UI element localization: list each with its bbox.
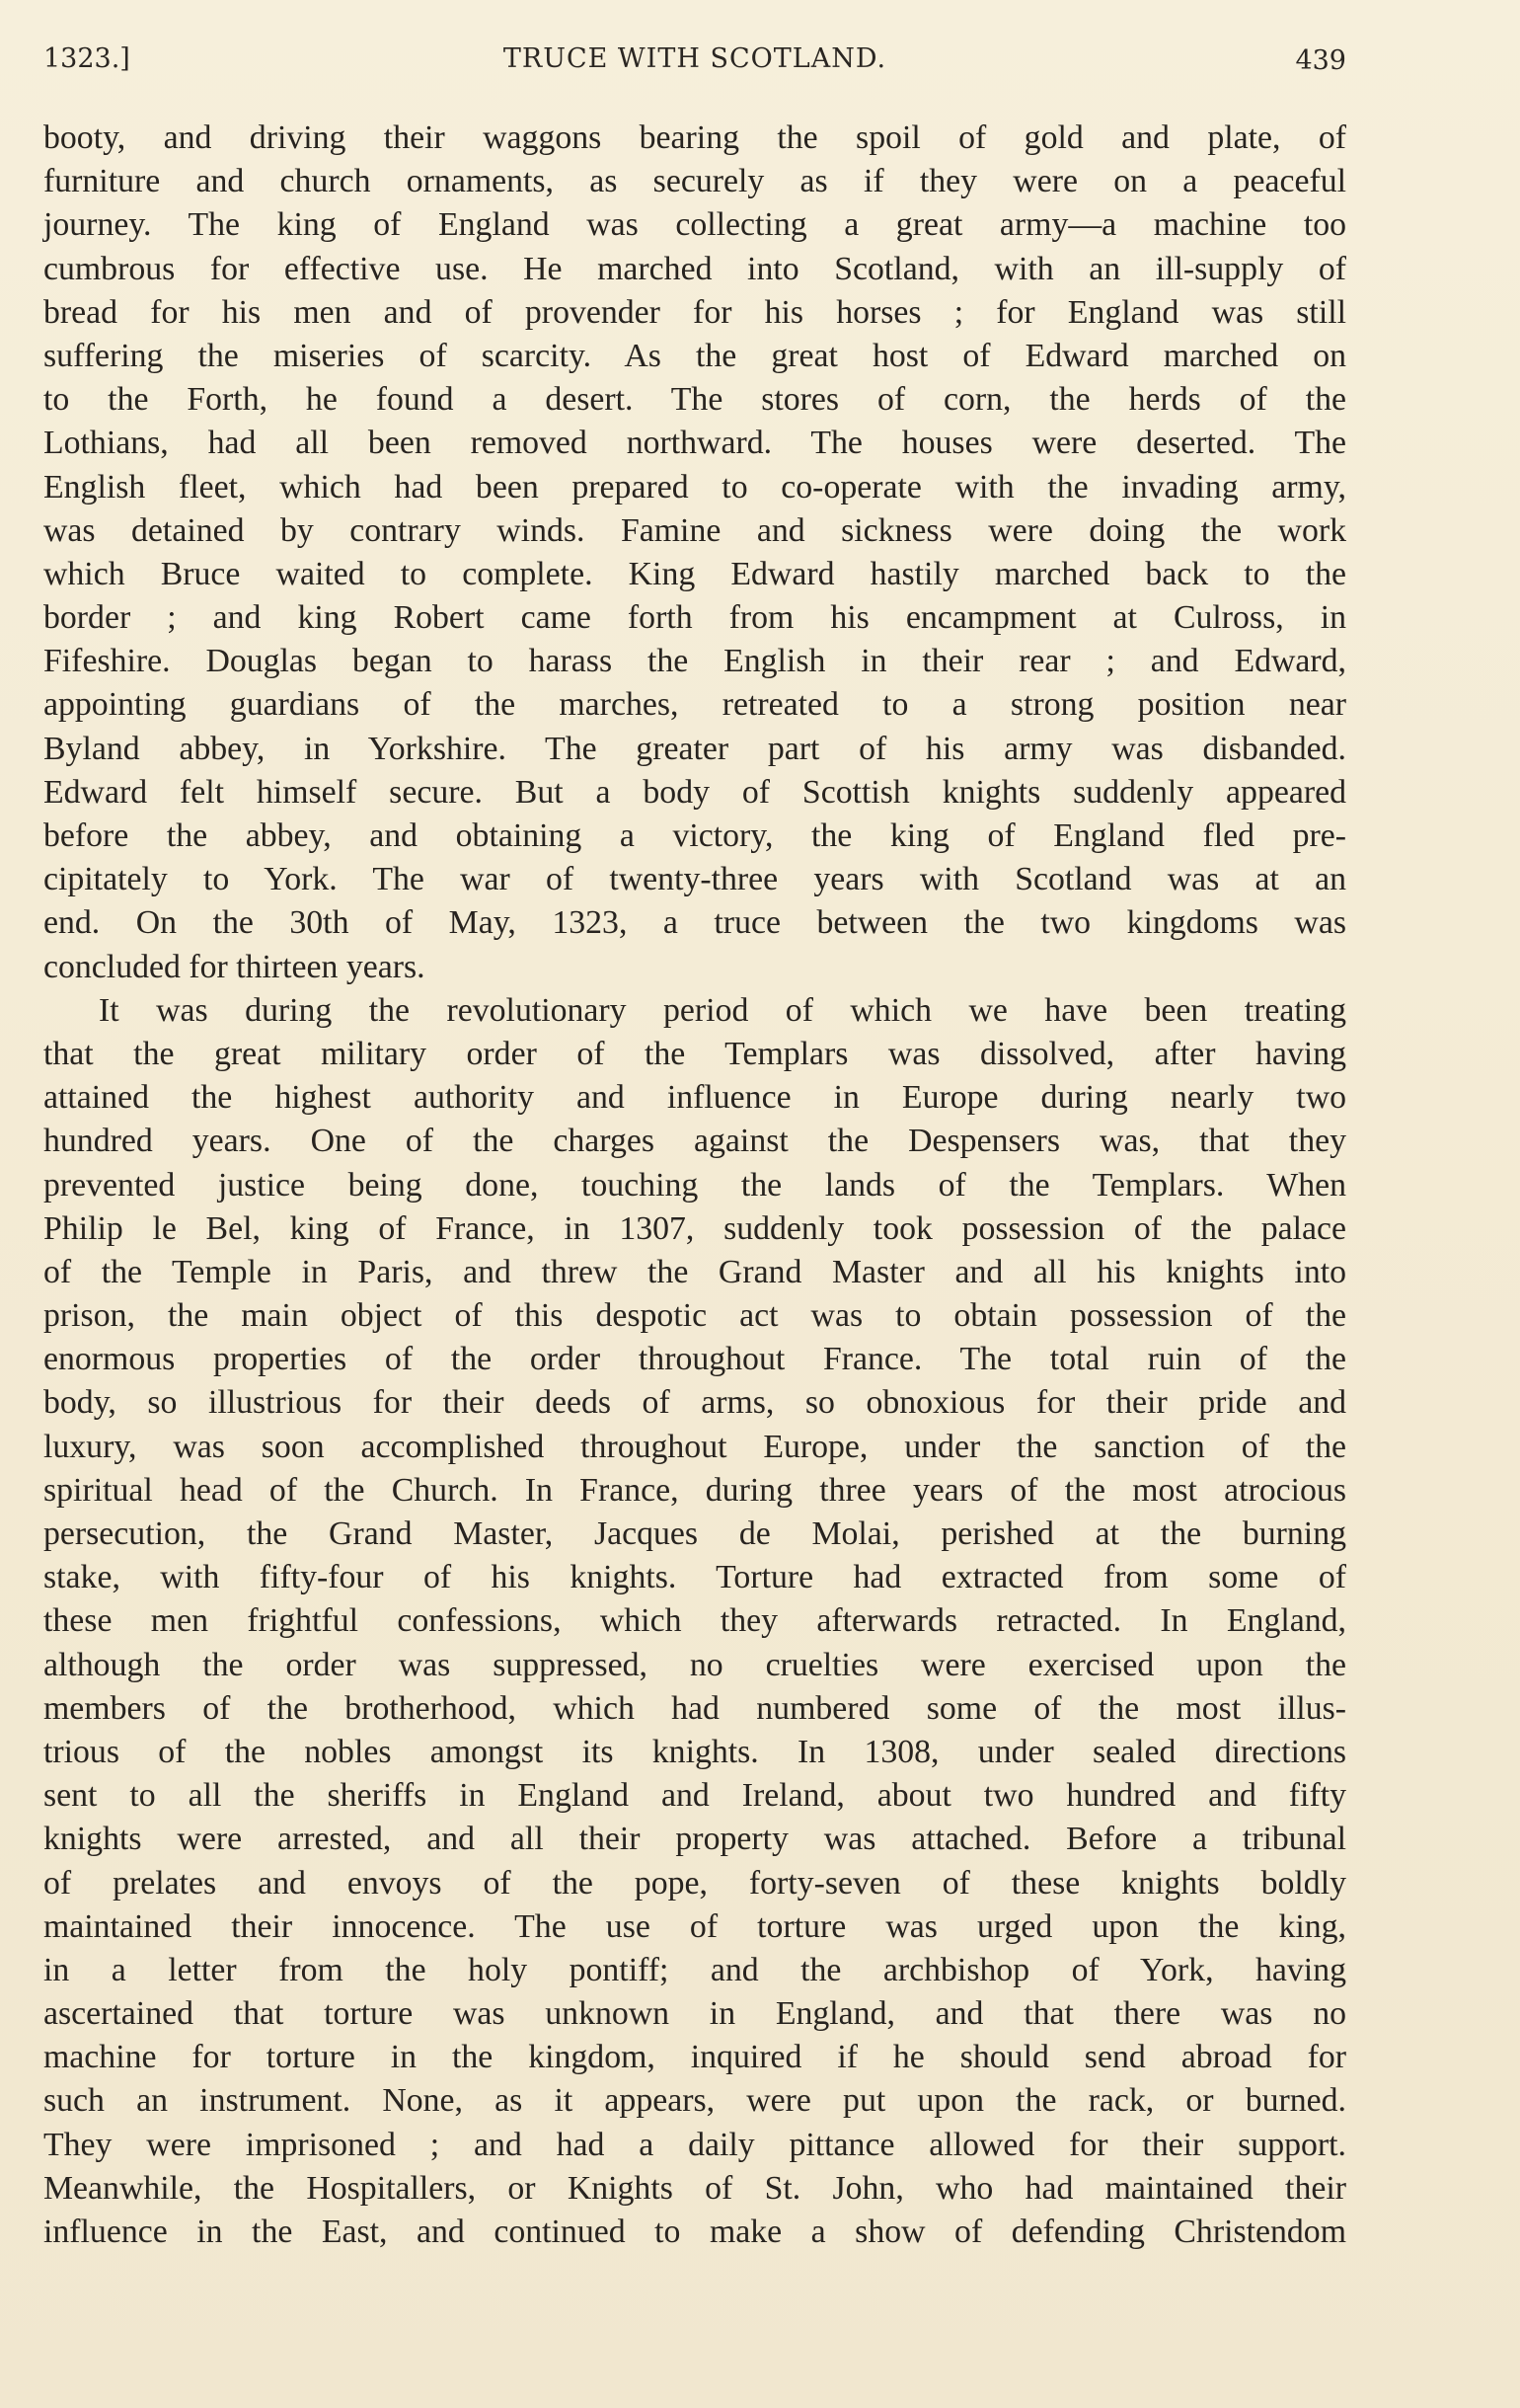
text-line: that the great military order of the Templars was dissolved, after having: [43, 1035, 1346, 1072]
text-line: end. On the 30th of May, 1323, a truce between the two kingdoms was: [43, 904, 1346, 942]
text-line: although the order was suppressed, no cruelties were exercised upon the: [43, 1646, 1346, 1683]
text-line: members of the brotherhood, which had numbered some of the most illus-: [43, 1689, 1346, 1727]
text-line: furniture and church ornaments, as securely as if they were on a peaceful: [43, 163, 1346, 200]
text-line: before the abbey, and obtaining a victory, the king of England fled pre-: [43, 817, 1346, 854]
text-line: to the Forth, he found a desert. The stores of corn, the herds of the: [43, 381, 1346, 419]
text-line: of the Temple in Paris, and threw the Grand Master and all his knights into: [43, 1253, 1346, 1290]
header-title: TRUCE WITH SCOTLAND.: [502, 43, 887, 74]
text-line: appointing guardians of the marches, retreated to a strong position near: [43, 686, 1346, 724]
text-line: spiritual head of the Church. In France, during three years of the most atrocious: [43, 1471, 1346, 1509]
text-line: booty, and driving their waggons bearing the spoil of gold and plate, of: [43, 119, 1346, 156]
body-text: [43, 117, 1346, 2254]
text-line: It was during the revolutionary period of which we have been treating: [99, 991, 1346, 1029]
running-header: [43, 43, 1346, 83]
text-line: attained the highest authority and influence in Europe during nearly two: [43, 1079, 1346, 1117]
text-line: hundred years. One of the charges against the Despensers was, that they: [43, 1123, 1346, 1160]
text-line: cumbrous for effective use. He marched into Scotland, with an ill-supply of: [43, 250, 1346, 287]
text-line: sent to all the sheriffs in England and Ireland, about two hundred and fifty: [43, 1777, 1346, 1815]
text-line: machine for torture in the kingdom, inquired if he should send abroad for: [43, 2039, 1346, 2076]
text-line: They were imprisoned ; and had a daily pittance allowed for their support.: [43, 2126, 1346, 2163]
text-line: bread for his men and of provender for his horses ; for England was still: [43, 293, 1346, 331]
text-line: cipitately to York. The war of twenty-three years with Scotland was at an: [43, 861, 1346, 898]
paragraph: [43, 117, 1346, 989]
text-line: journey. The king of England was collecting a great army—a machine too: [43, 206, 1346, 244]
text-line: which Bruce waited to complete. King Edward hastily marched back to the: [43, 555, 1346, 592]
header-year: 1323.]: [43, 43, 130, 74]
text-line: suffering the miseries of scarcity. As the great host of Edward marched on: [43, 337, 1346, 374]
text-line: was detained by contrary winds. Famine and sickness were doing the work: [43, 511, 1346, 549]
text-line: influence in the East, and continued to make a show of defending Christendom: [43, 2214, 1346, 2250]
text-line: Fifeshire. Douglas began to harass the English in their rear ; and Edward,: [43, 643, 1346, 680]
text-line: ascertained that torture was unknown in England, and that there was no: [43, 1995, 1346, 2033]
text-line: persecution, the Grand Master, Jacques de Molai, perished at the burning: [43, 1515, 1346, 1552]
text-line: luxury, was soon accomplished throughout Europe, under the sanction of the: [43, 1428, 1346, 1465]
text-line: prison, the main object of this despotic act was to obtain possession of the: [43, 1297, 1346, 1335]
text-line: Lothians, had all been removed northward. The houses were deserted. The: [43, 425, 1346, 462]
text-line: trious of the nobles amongst its knights. In 1308, under sealed directions: [43, 1733, 1346, 1770]
text-line: of prelates and envoys of the pope, forty-seven of these knights boldly: [43, 1864, 1346, 1902]
text-line: Philip le Bel, king of France, in 1307, suddenly took possession of the palace: [43, 1209, 1346, 1247]
text-line: knights were arrested, and all their property was attached. Before a tribunal: [43, 1821, 1346, 1858]
text-line: Edward felt himself secure. But a body of Scottish knights suddenly appeared: [43, 773, 1346, 811]
text-line: these men frightful confessions, which they afterwards retracted. In England,: [43, 1602, 1346, 1640]
text-line: body, so illustrious for their deeds of arms, so obnoxious for their pride and: [43, 1384, 1346, 1422]
text-line: enormous properties of the order throughout France. The total ruin of the: [43, 1341, 1346, 1378]
text-line: English fleet, which had been prepared to co-operate with the invading army,: [43, 468, 1346, 505]
text-line: concluded for thirteen years.: [43, 948, 425, 985]
text-line: in a letter from the holy pontiff; and the archbishop of York, having: [43, 1951, 1346, 1988]
paragraph: [43, 989, 1346, 2254]
text-line: Meanwhile, the Hospitallers, or Knights of St. John, who had maintained their: [43, 2169, 1346, 2207]
text-line: stake, with fifty-four of his knights. Torture had extracted from some of: [43, 1559, 1346, 1596]
text-line: Byland abbey, in Yorkshire. The greater part of his army was disbanded.: [43, 730, 1346, 767]
page-number: 439: [1295, 45, 1346, 76]
text-line: such an instrument. None, as it appears, were put upon the rack, or burned.: [43, 2082, 1346, 2120]
text-line: border ; and king Robert came forth from his encampment at Culross, in: [43, 599, 1346, 637]
text-line: prevented justice being done, touching the lands of the Templars. When: [43, 1166, 1346, 1204]
text-line: maintained their innocence. The use of torture was urged upon the king,: [43, 1907, 1346, 1945]
